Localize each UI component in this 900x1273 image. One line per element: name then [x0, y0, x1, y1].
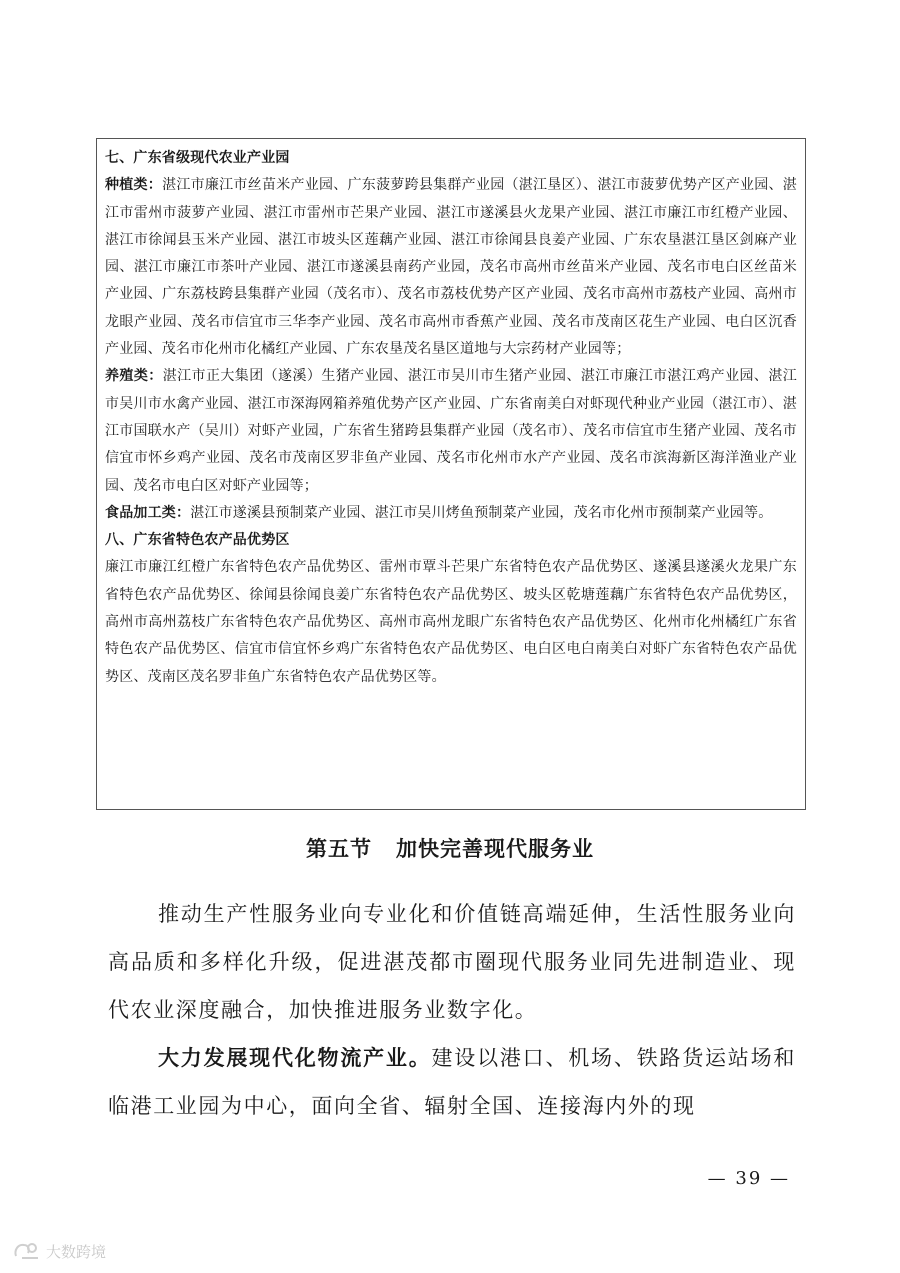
breeding-label: 养殖类：	[105, 368, 163, 385]
section-title-text: 加快完善现代服务业	[396, 837, 594, 861]
food-text: 湛江市遂溪县预制菜产业园、湛江市吴川烤鱼预制菜产业园，茂名市化州市预制菜产业园等。	[190, 504, 773, 521]
section-heading	[0, 833, 900, 863]
watermark-text: 大数跨境	[46, 1242, 107, 1261]
food-label: 食品加工类：	[105, 504, 191, 521]
section7-title: 七、广东省级现代农业产业园	[105, 150, 290, 166]
section8-title: 八、广东省特色农产品优势区	[105, 532, 290, 549]
watermark-logo-icon	[12, 1240, 42, 1262]
paragraph2-text: 建设以港口、机场、铁路货运站场和临港工业园为中心，面向全省、辐射全国、连接海内外的现	[108, 1046, 796, 1118]
planting-text: 湛江市廉江市丝苗米产业园、广东菠萝跨县集群产业园（湛江垦区）、湛江市菠萝优势产区产业园、湛江市雷州市菠萝产业园、湛江市雷州市芒果产业园、湛江市遂溪县火龙果产业园、湛江市廉江市红橙产业园、湛江市徐闻县玉米产业园、湛江市坡头区莲藕产业园、湛江市徐闻县良姜产业园、广东农垦湛江垦区剑麻产业园、湛江市廉江市茶叶产业园、湛江市遂溪县南药产业园，茂名市高州市丝苗米产业园、茂名市电白区丝苗米产业园、广东荔枝跨县集群产业园（茂名市）、茂名市荔枝优势产区产业园、茂名市高州市荔枝产业园、高州市龙眼产业园、茂名市信宜市三华李产业园、茂名市高州市香蕉产业园、茂名市茂南区花生产业园、电白区沉香产业园、茂名市化州市化橘红产业园、广东农垦茂名垦区道地与大宗药材产业园等；	[105, 177, 797, 358]
info-box	[96, 138, 806, 810]
planting-label: 种植类：	[105, 177, 163, 194]
section-number: 第五节	[306, 837, 372, 861]
food-paragraph	[105, 500, 797, 527]
breeding-text: 湛江市正大集团（遂溪）生猪产业园、湛江市吴川市生猪产业园、湛江市廉江市湛江鸡产业园、湛江市吴川市水禽产业园、湛江市深海网箱养殖优势产区产业园、广东省南美白对虾现代种业产业园（湛江市）、湛江市国联水产（吴川）对虾产业园，广东省生猪跨县集群产业园（茂名市）、茂名市信宜市生猪产业园、茂名市信宜市怀乡鸡产业园、茂名市茂南区罗非鱼产业园、茂名市化州市水产产业园、茂名市滨海新区海洋渔业产业园、茂名市电白区对虾产业园等；	[105, 368, 797, 494]
body-paragraph-2	[108, 1034, 796, 1130]
body-paragraph-1: 推动生产性服务业向专业化和价值链高端延伸，生活性服务业向高品质和多样化升级，促进湛茂都市圈现代服务业同先进制造业、现代农业深度融合，加快推进服务业数字化。	[108, 902, 796, 1022]
paragraph2-bold: 大力发展现代化物流产业。	[158, 1046, 432, 1070]
section8-text: 廉江市廉江红橙广东省特色农产品优势区、雷州市覃斗芒果广东省特色农产品优势区、遂溪县遂溪火龙果广东省特色农产品优势区、徐闻县徐闻良姜广东省特色农产品优势区、坡头区乾塘莲藕广东省特色农产品优势区，高州市高州荔枝广东省特色农产品优势区、高州市高州龙眼广东省特色农产品优势区、化州市化州橘红广东省特色农产品优势区、信宜市信宜怀乡鸡广东省特色农产品优势区、电白区电白南美白对虾广东省特色农产品优势区、茂南区茂名罗非鱼广东省特色农产品优势区等。	[105, 559, 797, 685]
page-number: — 39 —	[707, 1168, 790, 1189]
watermark	[12, 1240, 106, 1262]
planting-paragraph	[105, 172, 797, 363]
breeding-paragraph	[105, 363, 797, 499]
